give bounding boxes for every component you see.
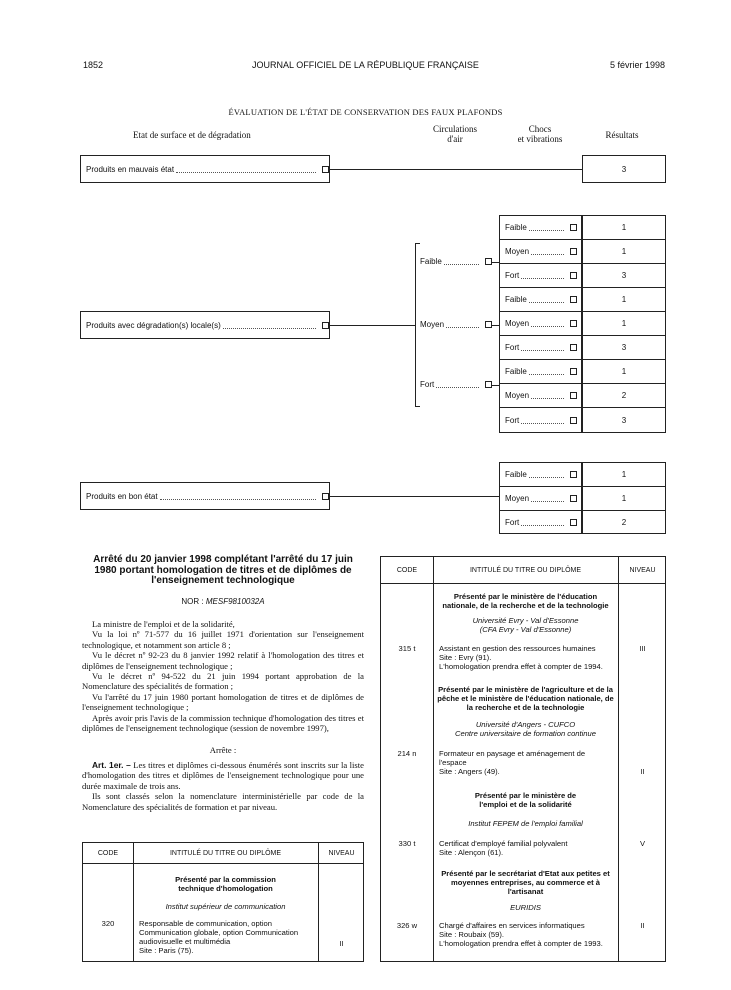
grid-row-label <box>499 462 582 487</box>
institution-detail: Centre universitaire de formation continue <box>455 729 596 738</box>
col-header-resultats: Résultats <box>605 130 639 140</box>
row-label: Moyen <box>505 391 530 400</box>
checkbox[interactable] <box>570 344 577 351</box>
label-circ-faible: Faible <box>420 257 442 266</box>
leader-dots <box>521 525 564 526</box>
row-note: L'homologation prendra effet à compter de 1993. <box>439 939 603 948</box>
leader-dots <box>160 499 316 500</box>
row-site: Site : Angers (49). <box>439 767 500 776</box>
row-label: Faible <box>505 295 527 304</box>
row-title <box>439 839 613 857</box>
col-header-chocs-line1: Chocs <box>528 124 552 134</box>
col-header-etat: Etat de surface et de dégradation <box>133 130 251 140</box>
grid-row-result: 3 <box>582 407 666 433</box>
leader-dots <box>176 172 316 173</box>
section-title: Présenté par la commission technique d'homologation <box>175 875 276 893</box>
grid-row-result: 2 <box>582 383 666 408</box>
grid-row-label <box>499 311 582 336</box>
label-circ-fort: Fort <box>420 380 435 389</box>
institution: Institut supérieur de communication <box>165 902 286 911</box>
paragraph: Vu le décret nº 94-522 du 21 juin 1994 portant approbation de la Nomenclature des spécialités de formation ; <box>82 671 364 692</box>
grid-row-result: 1 <box>582 462 666 487</box>
connector-line <box>330 169 582 170</box>
checkbox[interactable] <box>570 495 577 502</box>
th-code: CODE <box>97 850 119 857</box>
article-1-text: Les titres et diplômes ci-dessous énumérés sont inscrits sur la liste d'homologation des titres et diplômes de l'enseignement technologique pour une durée maximale de trois ans. <box>82 759 364 791</box>
row-niveau: III <box>639 644 646 653</box>
nor-value: MESF9810032A <box>205 597 265 606</box>
connector-line <box>415 406 420 407</box>
diagram-title: ÉVALUATION DE L'ÉTAT DE CONSERVATION DES FAUX PLAFONDS <box>228 107 503 117</box>
paragraph: Après avoir pris l'avis de la commission technique d'homologation des titres et diplômes de l'enseignement technologique (session de novembre 1997), <box>82 712 364 734</box>
checkbox[interactable] <box>322 493 329 500</box>
arrete-label: Arrête : <box>209 745 237 756</box>
journal-title: JOURNAL OFFICIEL DE LA RÉPUBLIQUE FRANÇAISE <box>252 60 479 70</box>
institution: Université Evry - Val d'Essonne <box>472 616 579 625</box>
checkbox[interactable] <box>322 166 329 173</box>
article-1-label: Art. 1er. – <box>92 759 131 770</box>
paragraph: Ils sont classés selon la nomenclature interministérielle par code de la Nomenclature des spécialités de formation et par niveau. <box>82 791 364 812</box>
institution: EURIDIS <box>510 903 541 912</box>
checkbox[interactable] <box>570 296 577 303</box>
row-title-text: Responsable de communication, option Communication globale, option Communication audiovisuelle et multimédia <box>139 919 299 946</box>
grid-row-result: 3 <box>582 335 666 360</box>
row-label: Faible <box>505 367 527 376</box>
paragraph: Vu la loi nº 71-577 du 16 juillet 1971 d'orientation sur l'enseignement technologique, et notamment son article 8 ; <box>82 629 364 650</box>
row-title-text: Certificat d'employé familial polyvalent <box>439 839 568 848</box>
box-degradation-locale <box>80 311 330 339</box>
grid-row-label <box>499 510 582 534</box>
grid-row-label <box>499 335 582 360</box>
leader-dots <box>531 501 564 502</box>
section-title: Présenté par le ministère de l'emploi et de la solidarité <box>474 791 577 809</box>
row-label: Fort <box>505 517 520 527</box>
leader-dots <box>444 264 479 265</box>
row-niveau: II <box>339 939 344 948</box>
row-title <box>439 749 613 776</box>
row-code: 330 t <box>398 839 416 848</box>
leader-dots <box>521 423 564 424</box>
bon-grid <box>499 462 666 534</box>
grid-row-label <box>499 263 582 288</box>
col-header-chocs <box>505 124 575 144</box>
checkbox[interactable] <box>570 368 577 375</box>
circ-fort <box>420 380 492 389</box>
label-mauvais-etat: Produits en mauvais état <box>86 164 175 174</box>
grid-row-result: 1 <box>582 215 666 240</box>
row-label: Faible <box>505 470 527 479</box>
label-bon-etat: Produits en bon état <box>86 491 158 501</box>
connector-vertical <box>415 243 416 407</box>
checkbox[interactable] <box>485 321 492 328</box>
connector-line <box>330 325 415 326</box>
grid-row-result: 2 <box>582 510 666 534</box>
checkbox[interactable] <box>570 320 577 327</box>
row-niveau: II <box>640 767 645 776</box>
chocs-grid <box>499 215 666 433</box>
leader-dots <box>531 254 564 255</box>
issue-date: 5 février 1998 <box>609 60 665 70</box>
row-title-text: Formateur en paysage et aménagement de l'espace <box>439 749 586 767</box>
grid-row-result: 1 <box>582 287 666 312</box>
grid-row-label <box>499 486 582 511</box>
paragraph: Vu le décret nº 92-23 du 8 janvier 1992 relatif à l'homologation des titres et diplômes de l'enseignement technologique ; <box>82 650 364 671</box>
box-mauvais-etat <box>80 155 330 183</box>
checkbox[interactable] <box>570 519 577 526</box>
row-label: Faible <box>505 223 527 232</box>
article-1 <box>82 760 364 791</box>
section-title: Présenté par le ministère de l'agriculture et de la pêche et le ministère de l'éducation nationale, de la recherche et de la technologie <box>437 685 614 712</box>
nor-line <box>82 597 364 606</box>
checkbox[interactable] <box>570 272 577 279</box>
leader-dots <box>531 398 564 399</box>
checkbox[interactable] <box>570 392 577 399</box>
paragraph: La ministre de l'emploi et de la solidarité, <box>92 619 235 629</box>
header-rule <box>83 863 363 864</box>
th-intitule: INTITULÉ DU TITRE OU DIPLÔME <box>169 850 282 857</box>
grid-row-result: 1 <box>582 359 666 384</box>
row-niveau: V <box>639 839 646 848</box>
row-code: 326 w <box>396 921 418 930</box>
th-intitule: INTITULÉ DU TITRE OU DIPLÔME <box>469 567 582 574</box>
institution: Université d'Angers - CUFCO <box>475 720 576 729</box>
grid-row-label <box>499 359 582 384</box>
row-site: Site : Paris (75). <box>139 946 194 955</box>
checkbox[interactable] <box>485 258 492 265</box>
row-site: Site : Alençon (61). <box>439 848 504 857</box>
leader-dots <box>436 387 479 388</box>
institution-detail: (CFA Evry - Val d'Essonne) <box>479 625 572 634</box>
row-code: 214 n <box>397 749 417 758</box>
row-title <box>439 921 613 948</box>
leader-dots <box>223 328 316 329</box>
th-niveau: NIVEAU <box>328 850 355 857</box>
circ-faible <box>420 257 492 266</box>
row-label: Fort <box>505 271 520 280</box>
box-bon-etat <box>80 482 330 510</box>
col-header-circulations-line2: d'air <box>447 134 463 144</box>
row-note: L'homologation prendra effet à compter de 1994. <box>439 662 603 671</box>
connector-line <box>330 496 499 497</box>
row-label: Moyen <box>505 494 530 503</box>
leader-dots <box>446 327 479 328</box>
header-rule <box>381 583 665 584</box>
nor-label: NOR : <box>181 597 204 606</box>
column-separator <box>618 557 619 961</box>
leader-dots <box>531 326 564 327</box>
left-table <box>82 842 364 962</box>
leader-dots <box>529 477 564 478</box>
row-label: Fort <box>505 343 520 352</box>
col-header-chocs-line2: et vibrations <box>517 134 563 144</box>
row-site: Site : Roubaix (59). <box>439 930 504 939</box>
grid-row-label <box>499 383 582 408</box>
col-header-circulations-line1: Circulations <box>433 124 477 134</box>
checkbox[interactable] <box>322 322 329 329</box>
grid-row-result: 3 <box>582 263 666 288</box>
th-niveau: NIVEAU <box>629 567 656 574</box>
th-code: CODE <box>396 567 418 574</box>
row-title <box>439 644 613 671</box>
row-title-text: Assistant en gestion des ressources humaines <box>439 644 596 653</box>
leader-dots <box>529 230 564 231</box>
checkbox[interactable] <box>570 248 577 255</box>
checkbox[interactable] <box>570 417 577 424</box>
label-degradation-locale: Produits avec dégradation(s) locale(s) <box>86 320 221 330</box>
leader-dots <box>529 374 564 375</box>
grid-row-result: 1 <box>582 486 666 511</box>
label-circ-moyen: Moyen <box>420 320 445 329</box>
checkbox[interactable] <box>570 471 577 478</box>
connector-line <box>415 243 420 244</box>
page-number: 1852 <box>83 60 104 70</box>
arrete-title: Arrêté du 20 janvier 1998 complétant l'arrêté du 17 juin 1980 portant homologation de titres et de diplômes de l'enseignement technologique <box>93 554 353 586</box>
grid-row-result: 1 <box>582 311 666 336</box>
grid-row-label <box>499 287 582 312</box>
section-title: Présenté par le secrétariat d'Etat aux petites et moyennes entreprises, au commerce et à l'artisanat <box>441 869 610 896</box>
row-label: Fort <box>505 415 520 425</box>
row-label: Moyen <box>505 319 530 328</box>
row-title-text: Chargé d'affaires en services informatiques <box>439 921 585 930</box>
row-code: 320 <box>101 919 115 928</box>
col-header-circulations <box>425 124 485 144</box>
leader-dots <box>529 302 564 303</box>
row-title <box>139 919 313 955</box>
leader-dots <box>521 350 564 351</box>
checkbox[interactable] <box>485 381 492 388</box>
circ-moyen <box>420 320 492 329</box>
right-table <box>380 556 666 962</box>
row-label: Moyen <box>505 247 530 256</box>
paragraph: Vu l'arrêté du 17 juin 1980 portant homologation de titres et de diplômes de l'enseignement technologique ; <box>82 691 364 713</box>
row-site: Site : Evry (91). <box>439 653 492 662</box>
section-title: Présenté par le ministère de l'éducation nationale, de la recherche et de la technologie <box>442 592 609 610</box>
grid-row-label <box>499 239 582 264</box>
arrete-body <box>82 619 364 812</box>
checkbox[interactable] <box>570 224 577 231</box>
leader-dots <box>521 278 564 279</box>
row-code: 315 t <box>398 644 416 653</box>
grid-row-label <box>499 215 582 240</box>
institution: Institut FEPEM de l'emploi familial <box>468 819 583 828</box>
row-niveau: II <box>640 921 645 930</box>
result-mauvais: 3 <box>582 155 666 183</box>
grid-row-result: 1 <box>582 239 666 264</box>
grid-row-label <box>499 407 582 433</box>
